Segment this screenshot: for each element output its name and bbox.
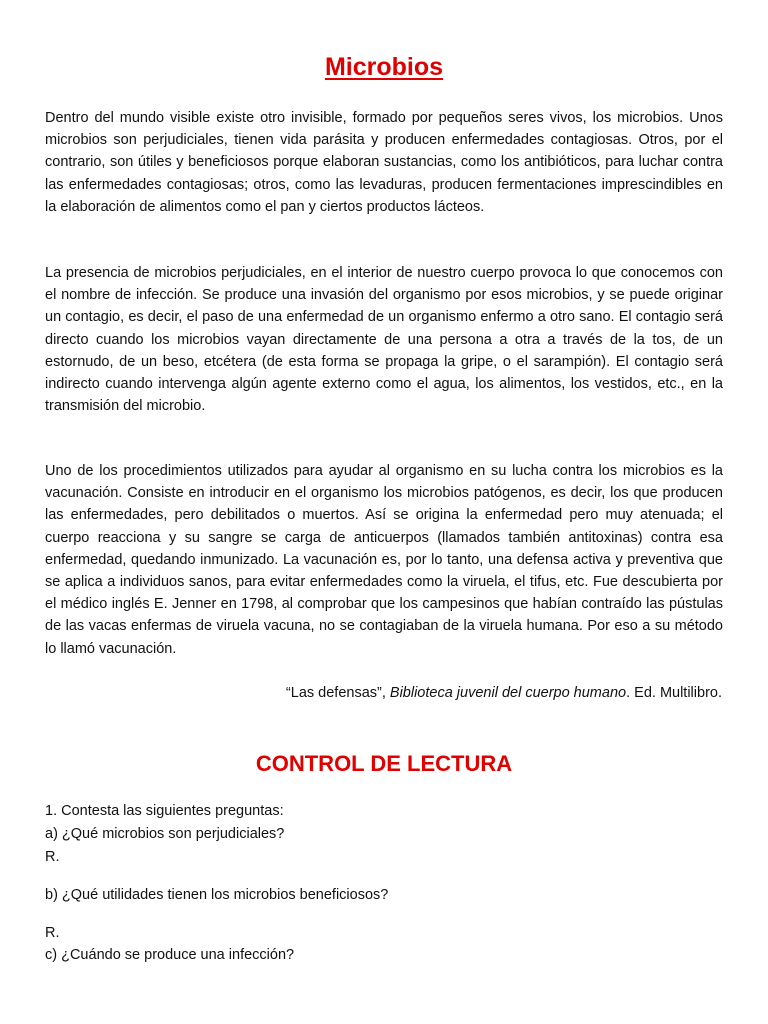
- citation-book-title: Biblioteca juvenil del cuerpo humano: [389, 685, 627, 701]
- citation-quoted-title: “Las defensas”,: [285, 685, 386, 701]
- reading-control-heading: CONTROL DE LECTURA: [255, 751, 513, 776]
- paragraph-3: Uno de los procedimientos utilizados para ayudar al organismo en su lucha contra los microbios es la vacunación. Consiste en introducir en el organismo los microbios patógenos, es decir, los que producen las enfermedades, pero debilitados o muertos. Así se origina la enfermedad pero muy atenuada; el cuerpo reacciona y su sangre se carga de anticuerpos (llamados también antitoxinas) contra esa enfermedad, quedando inmunizado. La vacunación es, por lo tanto, una defensa activa y preventiva que se aplica a individuos sanos, para evitar enfermedades como la viruela, el tifus, etc. Fue descubierta por el médico inglés E. Jenner en 1798, al comprobar que los campesinos que habían contraído las pústulas de las vacas enfermas de viruela vacuna, no se contagiaban de la viruela humana. Por eso a su método lo llamó vacunación.: [45, 463, 723, 657]
- paragraph-1: Dentro del mundo visible existe otro invisible, formado por pequeños seres vivos, los microbios. Unos microbios son perjudiciales, tienen vida parásita y producen enfermedades contagiosas. Otros, por el contrario, son útiles y beneficiosos porque elaboran sustancias, como los antibióticos, para luchar contra las enfermedades contagiosas; otros, como las levaduras, producen fermentaciones imprescindibles en la elaboración de alimentos como el pan y ciertos productos lácteos.: [45, 110, 723, 215]
- question-c: c) ¿Cuándo se produce una infección?: [45, 947, 295, 963]
- page-title: Microbios: [324, 53, 444, 81]
- answer-label-b: R.: [45, 925, 60, 941]
- paragraph-2: La presencia de microbios perjudiciales, en el interior de nuestro cuerpo provoca lo que conocemos con el nombre de infección. Se produce una invasión del organismo por esos microbios, y se puede originar un contagio, es decir, el paso de una enfermedad de un organismo enfermo a otro sano. El contagio será directo cuando los microbios vayan directamente de una persona a otra a través de la tos, de un estornudo, de un beso, etcétera (de esta forma se propaga la gripe, o el sarampión). El contagio será indirecto cuando intervenga algún agente externo como el agua, los alimentos, los vestidos, etc., en la transmisión del microbio.: [45, 265, 723, 415]
- question-a: a) ¿Qué microbios son perjudiciales?: [45, 826, 285, 842]
- question-b: b) ¿Qué utilidades tienen los microbios beneficiosos?: [45, 887, 389, 903]
- source-citation: [286, 682, 722, 704]
- answer-label-a: R.: [45, 849, 60, 865]
- exercise-instruction: 1. Contesta las siguientes preguntas:: [45, 803, 284, 819]
- citation-publisher: . Ed. Multilibro.: [626, 685, 722, 701]
